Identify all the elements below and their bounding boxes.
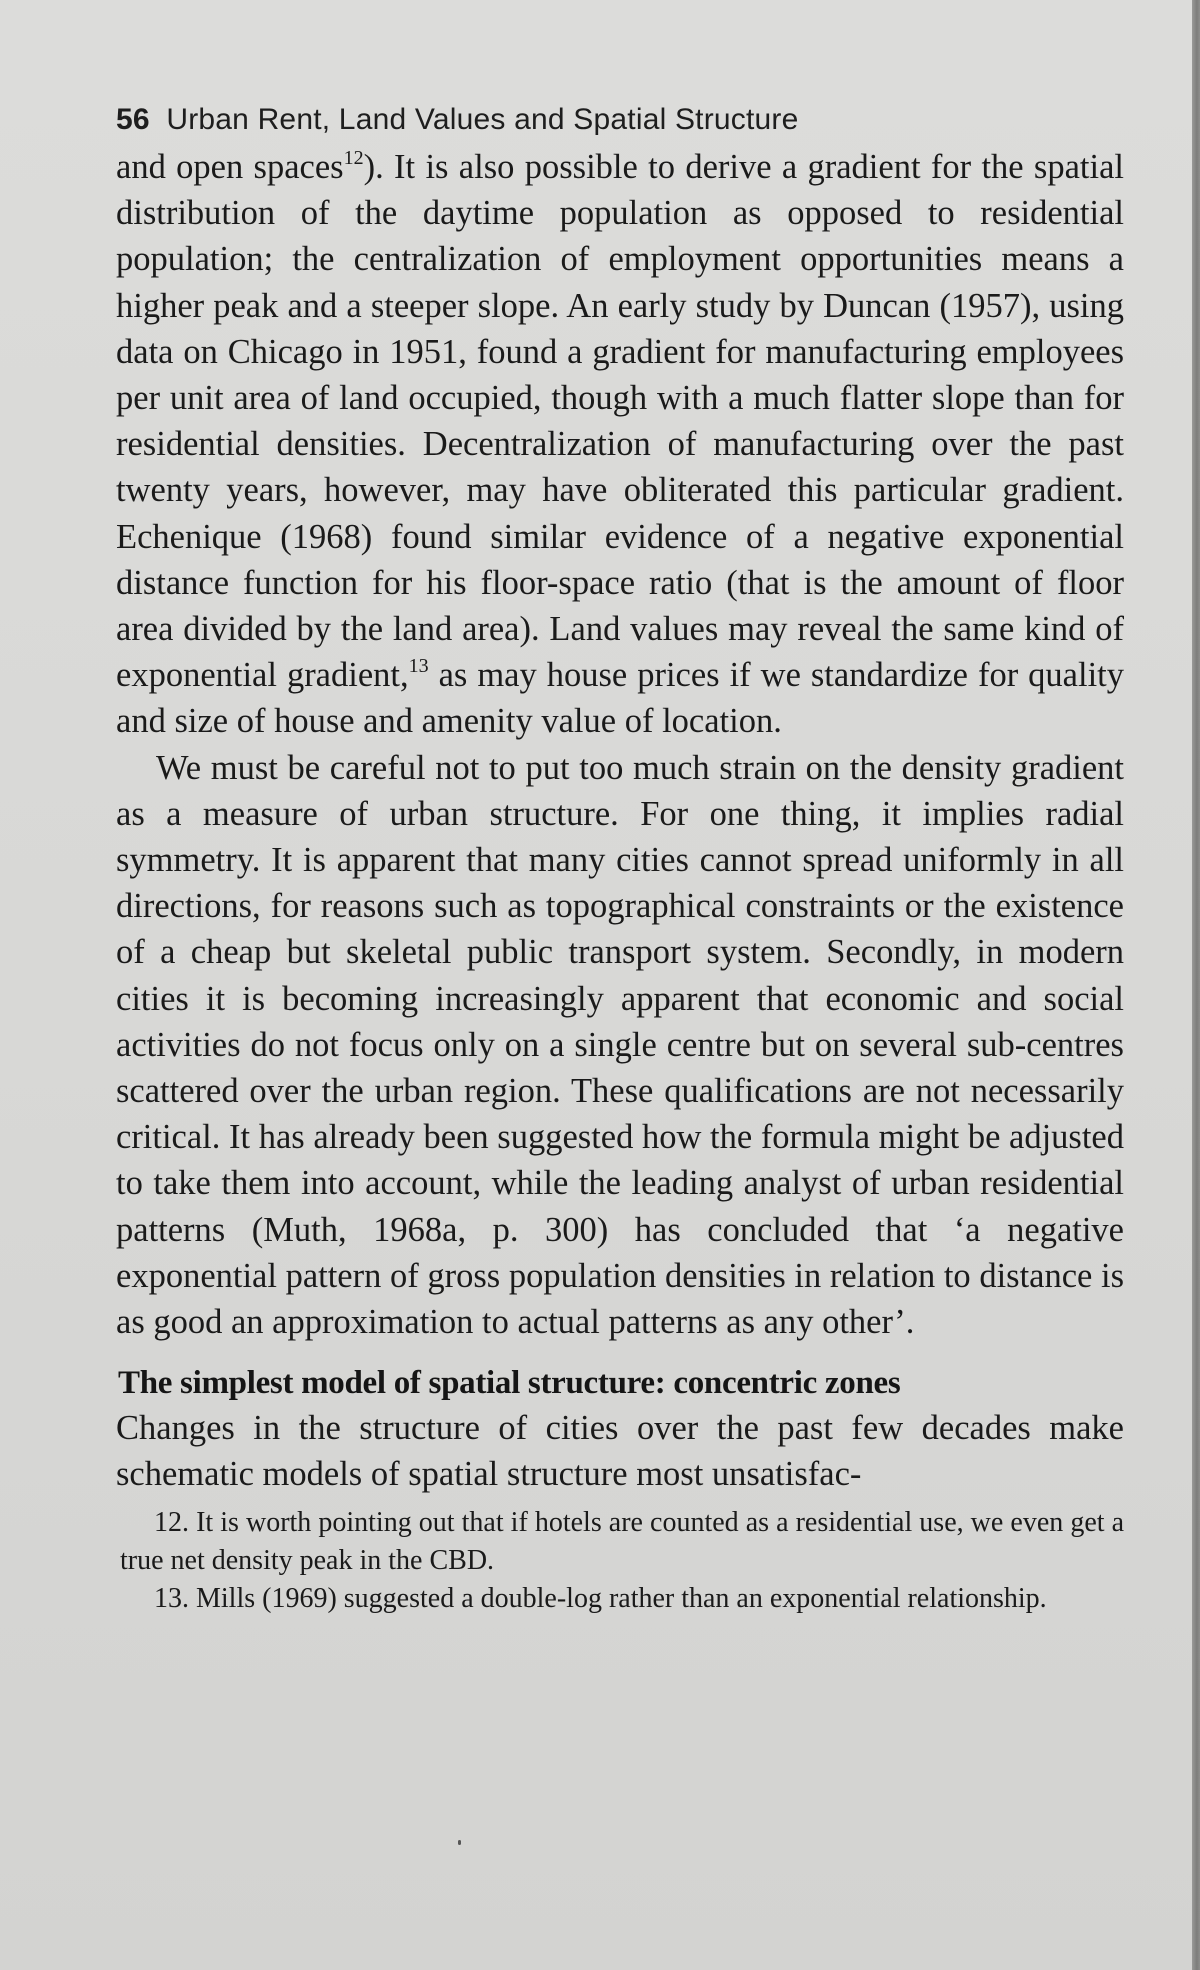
running-head bbox=[116, 98, 1124, 142]
footnotes bbox=[116, 1504, 1124, 1618]
footnote-text: Mills (1969) suggested a double-log rather than an exponential relationship. bbox=[196, 1582, 1047, 1614]
paragraph-text: as may house prices if we standardize for quality and size of house and amenity value of location. bbox=[116, 656, 1125, 741]
footnote-text: It is worth pointing out that if hotels are counted as a residential use, we even get a true net density peak in the CBD. bbox=[120, 1506, 1125, 1576]
paper-speck bbox=[458, 1840, 461, 1845]
running-head-title: Urban Rent, Land Values and Spatial Structure bbox=[166, 103, 799, 136]
page-content bbox=[116, 98, 1124, 1618]
footnote-13 bbox=[120, 1580, 1124, 1618]
paragraph-density-gradients bbox=[116, 144, 1124, 745]
section-heading: The simplest model of spatial structure: concentric zones bbox=[118, 1365, 901, 1402]
footnote-12 bbox=[120, 1504, 1124, 1580]
section-paragraph: Changes in the structure of cities over the past few decades make schematic models of spatial structure most unsatisfac- bbox=[116, 1409, 1124, 1494]
footnote-ref-13[interactable]: 13 bbox=[408, 655, 429, 678]
footnote-number: 13. bbox=[154, 1582, 189, 1614]
page-number: 56 bbox=[116, 103, 150, 136]
paragraph-caution-density-gradient: We must be careful not to put too much strain on the density gradient as a measure of urban structure. For one thing, it implies radial symmetry. It is apparent that many cities cannot spread uniformly in all directions, for reasons such as topographical constraints or the existence of a cheap but skeletal public transport system. Secondly, in modern cities it is becoming increasingly apparent that economic and social activities do not focus only on a single centre but on several sub-centres scattered over the urban region. These qualifications are not necessarily critical. It has already been suggested how the formula might be adjusted to take them into account, while the leading analyst of urban residential patterns (Muth, 1968a, p. 300) has concluded that ‘a negative exponential pattern of gross population densities in relation to distance is as good an approximation to actual patterns as any other’. bbox=[116, 748, 1124, 1342]
paragraph-text: ). It is also possible to derive a gradient for the spatial distribution of the daytime population as opposed to residential population; the centralization of employment opportunities means a higher peak and a steeper slope. An early study by Duncan (1957), using data on Chicago in 1951, found a gradient for manufacturing employees per unit area of land occupied, though with a much flatter slope than for residential densities. Decentralization of manufacturing over the past twenty years, however, may have obliterated this particular gradient. Echenique (1968) found similar evidence of a negative exponential distance function for his floor-space ratio (that is the amount of floor area divided by the land area). Land values may reveal the same kind of exponential gradient, bbox=[116, 148, 1124, 695]
footnote-number: 12. bbox=[154, 1506, 189, 1538]
paragraph-text: and open spaces bbox=[116, 148, 344, 186]
footnote-ref-12[interactable]: 12 bbox=[343, 147, 364, 169]
page-edge-shadow bbox=[1192, 0, 1200, 1970]
